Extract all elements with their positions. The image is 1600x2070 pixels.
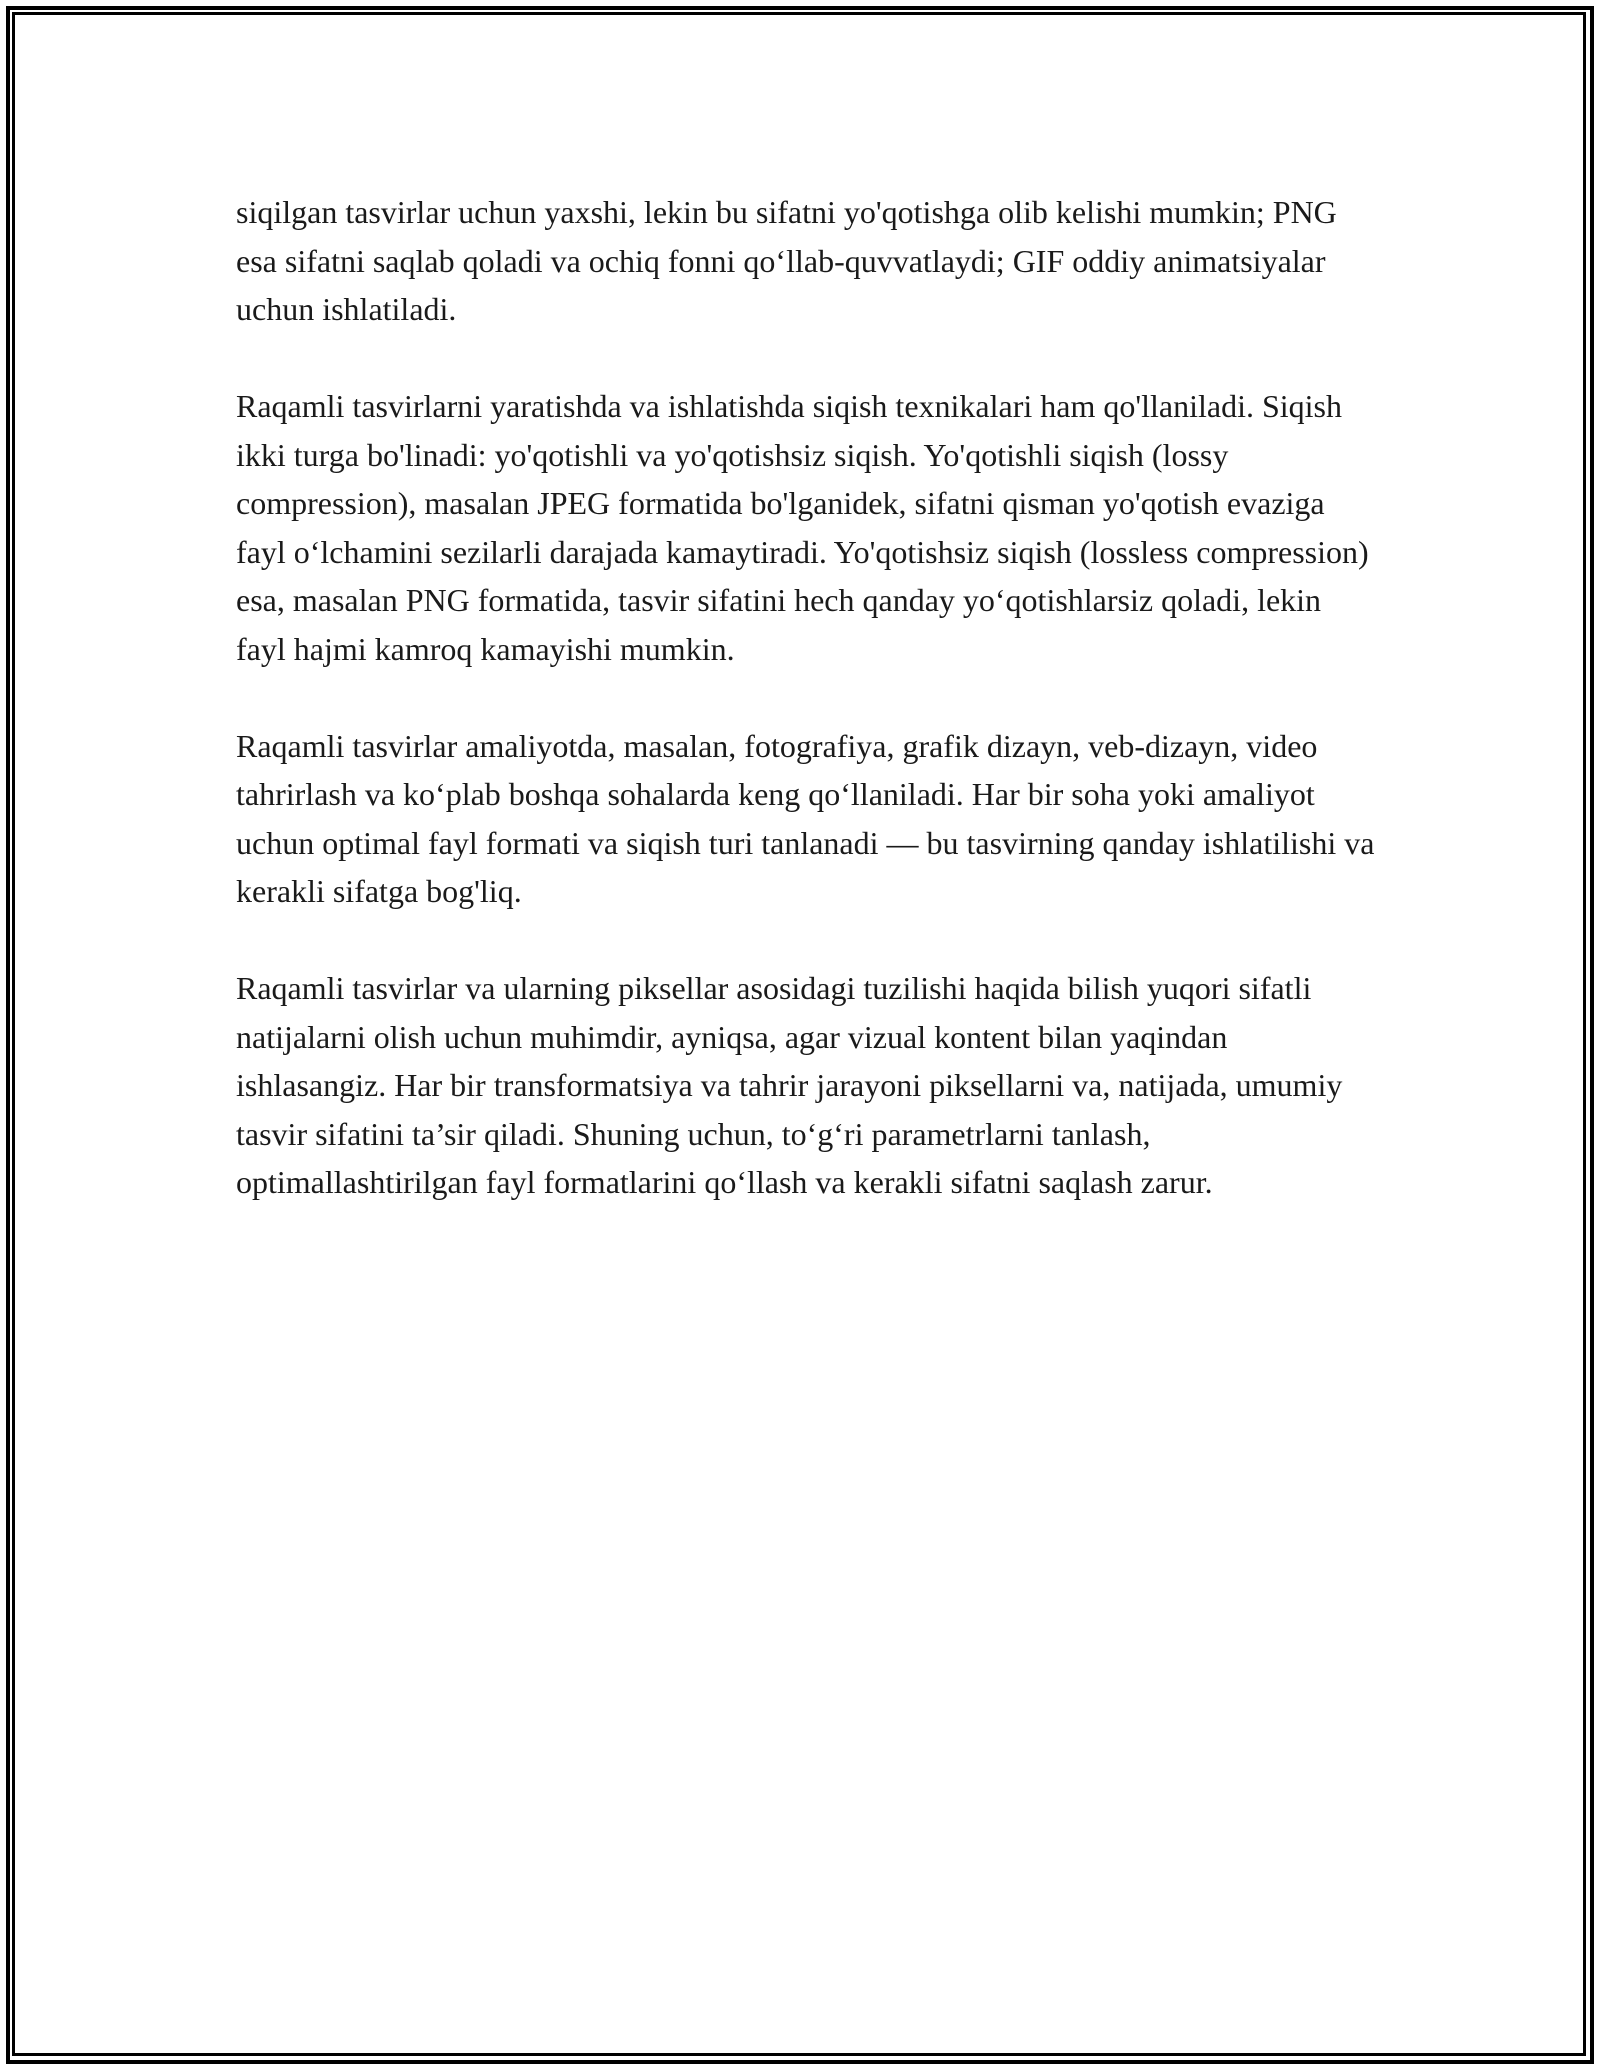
document-body (236, 188, 1376, 1255)
paragraph: Raqamli tasvirlar va ularning piksellar asosidagi tuzilishi haqida bilish yuqori sifatli natijalarni olish uchun muhimdir, ayniqsa, agar vizual kontent bilan yaqindan ishlasangiz. Har bir transformatsiya va tahrir jarayoni piksellarni va, natijada, umumiy tasvir sifatini ta’sir qiladi. Shuning uchun, to‘g‘ri parametrlarni tanlash, optimallashtirilgan fayl formatlarini qo‘llash va kerakli sifatni saqlash zarur. (236, 970, 1343, 1200)
paragraph: Raqamli tasvirlar amaliyotda, masalan, fotografiya, grafik dizayn, veb-dizayn, video tahrirlash va ko‘plab boshqa sohalarda keng qo‘llaniladi. Har bir soha yoki amaliyot uchun optimal fayl formati va siqish turi tanlanadi — bu tasvirning qanday ishlatilishi va kerakli sifatga bog'liq. (236, 727, 1375, 909)
paragraph: siqilgan tasvirlar uchun yaxshi, lekin bu sifatni yo'qotishga olib kelishi mumkin; PNG esa sifatni saqlab qoladi va ochiq fonni qo‘llab-quvvatlaydi; GIF oddiy animatsiyalar uchun ishlatiladi. (236, 194, 1337, 327)
paragraph: Raqamli tasvirlarni yaratishda va ishlatishda siqish texnikalari ham qo'llaniladi. Siqish ikki turga bo'linadi: yo'qotishli va yo'qotishsiz siqish. Yo'qotishli siqish (lossy compression), masalan JPEG formatida bo'lganidek, sifatni qisman yo'qotish evaziga fayl o‘lchamini sezilarli darajada kamaytiradi. Yo'qotishsiz siqish (lossless compression) esa, masalan PNG formatida, tasvir sifatini hech qanday yo‘qotishlarsiz qoladi, lekin fayl hajmi kamroq kamayishi mumkin. (236, 388, 1369, 667)
